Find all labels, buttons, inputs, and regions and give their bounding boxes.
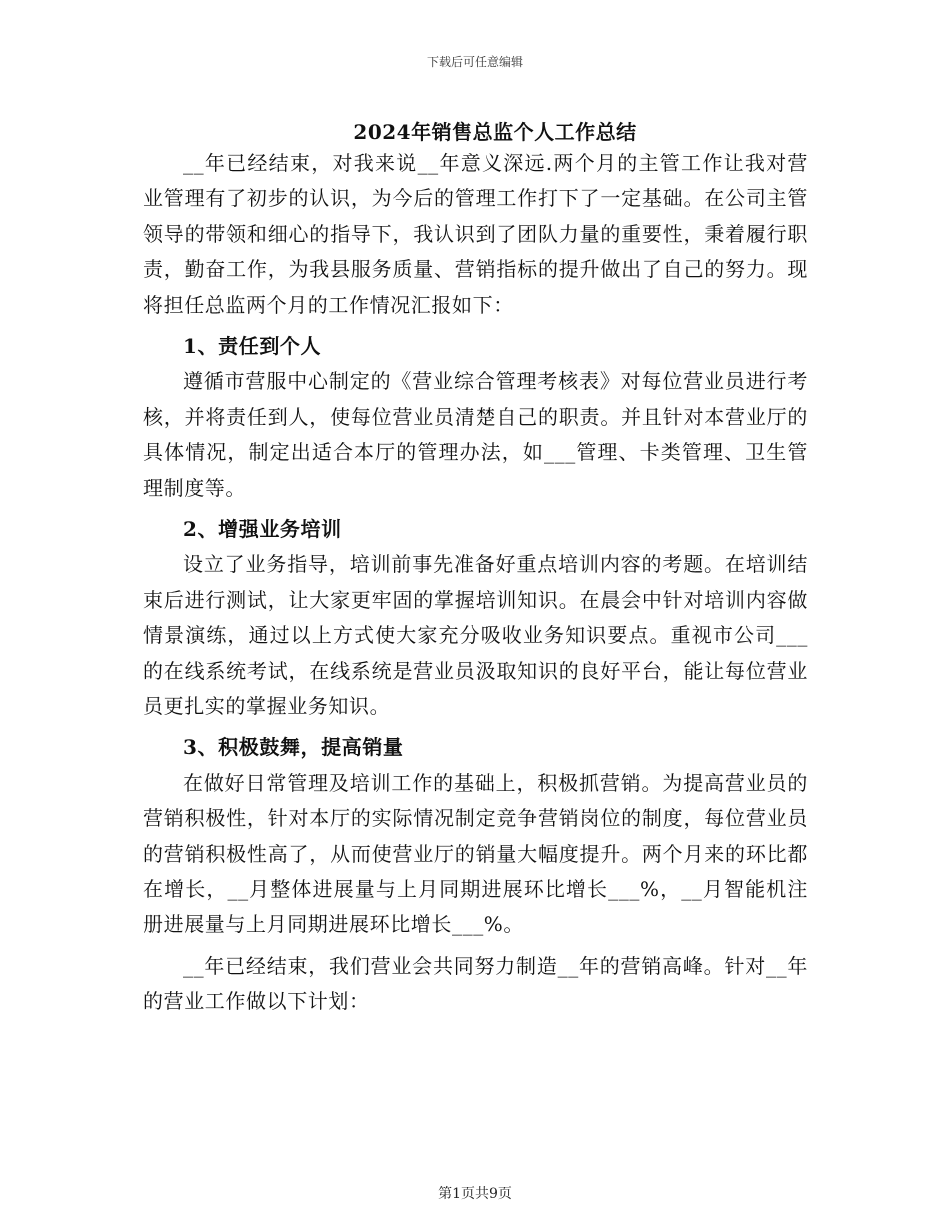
intro-paragraph: __年已经结束，对我来说__年意义深远.两个月的主管工作让我对营业管理有了初步的认识，为今后的管理工作打下了一定基础。在公司主管领导的带领和细心的指导下，我认识到了团队力量的重要性，秉着履行职责，勤奋工作，为我县服务质量、营销指标的提升做出了自己的努力。现将担任总监两个月的工作情况汇报如下：	[143, 151, 808, 317]
download-note: 下载后可任意编辑	[426, 55, 523, 69]
section-heading-3: 3、积极鼓舞，提高销量	[183, 735, 404, 760]
section-heading-1: 1、责任到个人	[183, 334, 322, 359]
closing-paragraph: __年已经结束，我们营业会共同努力制造__年的营销高峰。针对__年的营业工作做以下计划：	[143, 953, 808, 1014]
section-body-1: 遵循市营服中心制定的《营业综合管理考核表》对每位营业员进行考核，并将责任到人，使每位营业员清楚自己的职责。并且针对本营业厅的具体情况，制定出适合本厅的管理办法，如___管理、卡类管理、卫生管理制度等。	[143, 369, 808, 500]
section-heading-2: 2、增强业务培训	[183, 517, 342, 542]
section-body-3: 在做好日常管理及培训工作的基础上，积极抓营销。为提高营业员的营销积极性，针对本厅的实际情况制定竞争营销岗位的制度，每位营业员的营销积极性高了，从而使营业厅的销量大幅度提升。两个月来的环比都在增长，__月整体进展量与上月同期进展环比增长___%，__月智能机注册进展量与上月同期进展环比增长___%。	[143, 770, 808, 937]
section-body-2: 设立了业务指导，培训前事先准备好重点培训内容的考题。在培训结束后进行测试，让大家更牢固的掌握培训知识。在晨会中针对培训内容做情景演练，通过以上方式使大家充分吸收业务知识要点。重视市公司___的在线系统考试，在线系统是营业员汲取知识的良好平台，能让每位营业员更扎实的掌握业务知识。	[143, 552, 808, 719]
document-body	[143, 146, 808, 1020]
page-number: 第1页共9页	[438, 1186, 512, 1202]
document-title: 2024年销售总监个人工作总结	[353, 120, 637, 144]
